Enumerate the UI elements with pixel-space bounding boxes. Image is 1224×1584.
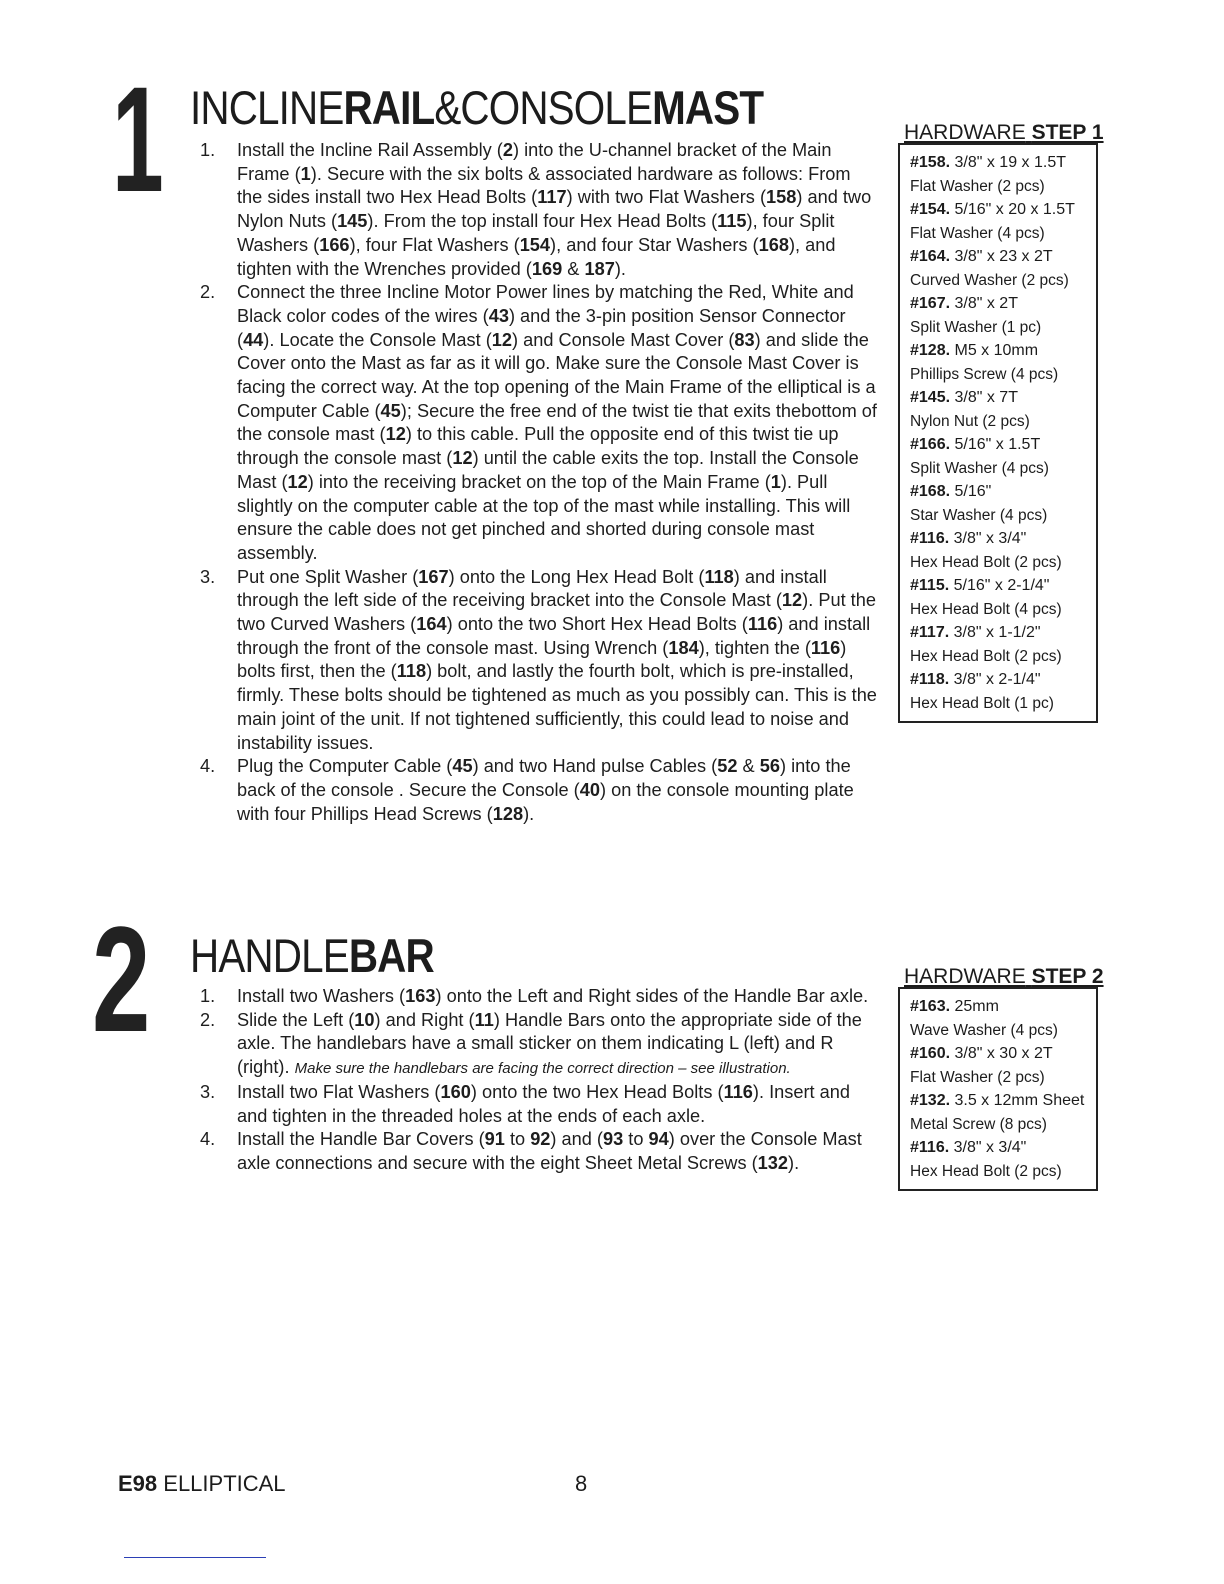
instruction-number: 1. xyxy=(200,986,216,1006)
instruction-text: Install two Flat Washers ( xyxy=(237,1081,441,1102)
part-number: 44 xyxy=(243,329,264,350)
step-title xyxy=(190,929,434,982)
hardware-description: Flat Washer (2 pcs) xyxy=(910,177,1045,195)
hardware-size: 3/8" x 30 x 2T xyxy=(950,1045,1053,1062)
instruction-text: ) until the cable exits the top. Install the Console Mast ( xyxy=(237,448,859,492)
part-number: 163 xyxy=(405,986,436,1006)
instruction-text: Plug the Computer Cable ( xyxy=(237,756,453,777)
hardware-code: #166. xyxy=(910,436,951,453)
instruction-number: 2. xyxy=(200,1009,216,1030)
hardware-code: #167. xyxy=(910,295,951,312)
instruction-item xyxy=(200,1128,880,1175)
hardware-description: Hex Head Bolt (1 pc) xyxy=(910,694,1054,712)
hardware-list xyxy=(898,987,1098,1191)
part-number: 83 xyxy=(734,329,755,350)
hardware-code: #154. xyxy=(910,201,951,218)
part-number: 154 xyxy=(519,234,551,255)
instruction-text: ) Handle Bars onto the appropriate side of the axle. The handlebars have a small sticker on them indicating L (left) and R (right). xyxy=(237,1009,862,1078)
hardware-size: 3.5 x 12mm Sheet xyxy=(950,1092,1085,1109)
instruction-item xyxy=(200,1081,880,1128)
hardware-description: Phillips Screw (4 pcs) xyxy=(910,365,1059,383)
hardware-item xyxy=(910,1042,1086,1089)
instruction-text: ). Locate the Console Mast ( xyxy=(263,329,492,350)
hardware-description: Hex Head Bolt (2 pcs) xyxy=(910,553,1062,571)
hardware-description: Split Washer (4 pcs) xyxy=(910,459,1049,477)
hardware-size: 5/16" x 1.5T xyxy=(950,436,1041,453)
instruction-text: ) onto the Left and Right sides of the Handle Bar axle. xyxy=(435,986,869,1006)
part-number: 117 xyxy=(537,187,567,208)
instruction-text: ) and Console Mast Cover ( xyxy=(512,329,735,350)
part-number: 158 xyxy=(766,187,797,208)
part-number: 12 xyxy=(385,424,406,445)
hardware-code: #117. xyxy=(910,624,950,641)
instruction-text: ), four Flat Washers ( xyxy=(349,234,520,255)
instruction-item xyxy=(200,985,880,1009)
hardware-item xyxy=(910,480,1086,527)
part-number: 187 xyxy=(584,258,615,279)
part-number: 12 xyxy=(491,329,512,350)
part-number: 169 xyxy=(531,258,563,279)
title-word: INCLINE xyxy=(190,81,344,134)
title-word: HANDLE xyxy=(190,929,349,982)
part-number: 40 xyxy=(579,779,600,800)
instruction-text: ) onto the Long Hex Head Bolt ( xyxy=(448,566,705,587)
part-number: 116 xyxy=(810,637,841,658)
part-number: 168 xyxy=(758,234,789,255)
instruction-item xyxy=(200,139,880,281)
hardware-header-label: HARDWARE xyxy=(904,965,1026,988)
instruction-list xyxy=(200,985,880,1176)
instruction-text: ), four Split Washers ( xyxy=(237,211,835,255)
instruction-text: ), and tighten with the Wrenches provided ( xyxy=(237,234,836,279)
hardware-description: Curved Washer (2 pcs) xyxy=(910,271,1069,289)
instruction-text: ) and ( xyxy=(550,1129,603,1150)
instruction-text: ) bolt, and lastly the fourth bolt, which is pre-installed, firmly. These bolts should be tightened as much as you possibly can. This is the main joint of the unit. If not tightened sufficiently, this could lead to noise and instability issues. xyxy=(237,661,877,753)
part-number: 93 xyxy=(603,1129,624,1150)
hardware-header-label: HARDWARE xyxy=(904,121,1026,144)
page-number: 8 xyxy=(575,1471,588,1496)
hardware-size: M5 x 10mm xyxy=(950,342,1039,359)
part-number: 2 xyxy=(502,140,513,160)
hardware-code: #158. xyxy=(910,154,951,171)
instruction-item xyxy=(200,1009,880,1081)
hardware-description: Flat Washer (2 pcs) xyxy=(910,1068,1045,1086)
hardware-description: Nylon Nut (2 pcs) xyxy=(910,412,1030,430)
hardware-size: 3/8" x 23 x 2T xyxy=(950,248,1053,265)
part-number: 12 xyxy=(781,590,803,611)
instruction-item xyxy=(200,755,880,826)
part-number: 132 xyxy=(757,1152,789,1173)
hardware-description: Star Washer (4 pcs) xyxy=(910,506,1048,524)
part-number: 116 xyxy=(723,1081,753,1102)
part-number: 128 xyxy=(492,803,524,824)
hardware-code: #168. xyxy=(910,483,951,500)
instruction-text: ) and two Hand pulse Cables ( xyxy=(472,756,718,777)
hardware-code: #128. xyxy=(910,342,951,359)
instruction-text: ) onto the two Hex Head Bolts ( xyxy=(470,1081,724,1102)
instruction-text: ) into the receiving bracket on the top of the Main Frame ( xyxy=(307,471,771,492)
hardware-item xyxy=(910,527,1086,574)
part-number: 118 xyxy=(396,661,427,682)
part-number: 167 xyxy=(418,566,449,587)
hardware-header xyxy=(904,966,1104,988)
instruction-text: ) and slide the Cover onto the Mast as far as it will go. Make sure the Console Mast Cover is facing the correct way. At the top opening of the Main Frame of the elliptical is a Computer Cable ( xyxy=(237,329,876,421)
hardware-size: 5/16" xyxy=(950,483,992,500)
instruction-item xyxy=(200,566,880,756)
part-number: 118 xyxy=(704,566,734,587)
instruction-text: Connect the three Incline Motor Power lines by matching the Red, White and Black color codes of the wires ( xyxy=(237,282,854,326)
instruction-text: & xyxy=(737,756,760,777)
instruction-item xyxy=(200,281,880,565)
instruction-text: ). Put the two Curved Washers ( xyxy=(237,590,876,635)
hardware-code: #163. xyxy=(910,998,951,1015)
hardware-description: Hex Head Bolt (2 pcs) xyxy=(910,1162,1062,1180)
instruction-text: & xyxy=(562,258,585,279)
hardware-size: 3/8" x 2T xyxy=(950,295,1018,312)
instruction-text: ) and install through the left side of the receiving bracket into the Console Mast ( xyxy=(237,566,827,611)
instruction-text: ) over the Console Mast axle connections and secure with the eight Sheet Metal Screws ( xyxy=(237,1129,862,1173)
instruction-text: ) and two Nylon Nuts ( xyxy=(237,187,872,232)
hardware-item xyxy=(910,1089,1086,1136)
hardware-description: Hex Head Bolt (4 pcs) xyxy=(910,600,1062,618)
hardware-header-step: STEP 1 xyxy=(1031,121,1104,144)
instruction-text: ); Secure the free end of the twist tie that exits thebottom of the console mast ( xyxy=(237,400,877,445)
hardware-description: Metal Screw (8 pcs) xyxy=(910,1115,1047,1133)
part-number: 94 xyxy=(648,1129,669,1150)
part-number: 1 xyxy=(300,163,311,184)
hardware-code: #118. xyxy=(910,671,950,688)
instruction-text: Install the Handle Bar Covers ( xyxy=(237,1129,485,1150)
step-title xyxy=(190,81,764,134)
instruction-text: ) to this cable. Pull the opposite end of this twist tie up through the console mast ( xyxy=(237,424,839,469)
instruction-text: Make sure the handlebars are facing the correct direction – see illustration. xyxy=(294,1060,791,1078)
part-number: 166 xyxy=(319,234,350,255)
hardware-code: #160. xyxy=(910,1045,951,1062)
title-word: RAIL xyxy=(343,81,435,134)
hardware-size: 3/8" x 7T xyxy=(950,389,1018,406)
part-number: 56 xyxy=(759,756,780,777)
instruction-text: ) into the back of the console . Secure the Console ( xyxy=(237,756,851,800)
hardware-code: #116. xyxy=(910,530,950,547)
part-number: 164 xyxy=(416,614,447,635)
instruction-text: ), and four Star Washers ( xyxy=(550,234,759,255)
part-number: 145 xyxy=(337,211,368,232)
part-number: 45 xyxy=(452,756,473,777)
hardware-size: 25mm xyxy=(950,998,999,1015)
instruction-number: 4. xyxy=(200,1129,216,1150)
instruction-number: 3. xyxy=(200,566,216,587)
hardware-size: 5/16" x 20 x 1.5T xyxy=(950,201,1075,218)
part-number: 92 xyxy=(530,1129,551,1150)
hardware-size: 3/8" x 1-1/2" xyxy=(949,624,1041,641)
step-number: 2 xyxy=(92,895,151,1063)
instruction-number: 1. xyxy=(200,140,216,160)
part-number: 91 xyxy=(484,1129,505,1150)
part-number: 11 xyxy=(474,1009,494,1030)
part-number: 116 xyxy=(747,614,778,635)
hardware-header-step: STEP 2 xyxy=(1031,965,1104,988)
part-number: 12 xyxy=(287,471,308,492)
instruction-text: ). Pull slightly on the computer cable at the top of the mast while installing. This will ensure the cable does not get pinched and shorted during console mast assembly. xyxy=(237,471,851,563)
instruction-text: ). xyxy=(788,1152,800,1173)
instruction-text: ) on the console mounting plate with four Phillips Head Screws ( xyxy=(237,779,854,824)
part-number: 115 xyxy=(717,211,747,232)
instruction-text: to xyxy=(504,1129,531,1150)
hardware-item xyxy=(910,386,1086,433)
model-code: E98 xyxy=(118,1471,158,1496)
part-number: 10 xyxy=(354,1009,375,1030)
part-number: 43 xyxy=(488,305,509,326)
hardware-item xyxy=(910,621,1086,668)
part-number: 184 xyxy=(668,637,699,658)
instruction-text: ) onto the two Short Hex Head Bolts ( xyxy=(446,614,748,635)
hardware-description: Flat Washer (4 pcs) xyxy=(910,224,1045,242)
hardware-item xyxy=(910,151,1086,198)
footer-model xyxy=(118,1471,286,1497)
hardware-description: Split Washer (1 pc) xyxy=(910,318,1042,336)
instruction-text: ). xyxy=(614,258,626,279)
model-name: ELLIPTICAL xyxy=(157,1471,286,1496)
hardware-size: 3/8" x 3/4" xyxy=(949,530,1027,547)
hardware-item xyxy=(910,198,1086,245)
hardware-code: #145. xyxy=(910,389,951,406)
hardware-size: 3/8" x 3/4" xyxy=(949,1139,1027,1156)
title-word: MAST xyxy=(652,81,764,134)
hardware-item xyxy=(910,1136,1086,1183)
instruction-text: ). From the top install four Hex Head Bolts ( xyxy=(367,211,718,232)
instruction-number: 3. xyxy=(200,1081,216,1102)
hardware-code: #115. xyxy=(910,577,950,594)
part-number: 12 xyxy=(452,448,473,469)
instruction-text: Install two Washers ( xyxy=(237,986,406,1006)
hardware-header xyxy=(904,122,1104,144)
hardware-item xyxy=(910,292,1086,339)
hardware-item xyxy=(910,668,1086,715)
instruction-text: ) and install through the front of the console mast. Using Wrench ( xyxy=(237,614,871,658)
instruction-number: 2. xyxy=(200,282,216,303)
instruction-text: ). Insert and and tighten in the threaded holes at the ends of each axle. xyxy=(237,1081,850,1126)
hardware-item xyxy=(910,339,1086,386)
hardware-size: 3/8" x 19 x 1.5T xyxy=(950,154,1067,171)
instruction-text: Install the Incline Rail Assembly ( xyxy=(237,140,503,160)
instruction-text: ) with two Flat Washers ( xyxy=(566,187,767,208)
instruction-text: to xyxy=(623,1129,649,1150)
hardware-description: Wave Washer (4 pcs) xyxy=(910,1021,1058,1039)
title-word: BAR xyxy=(348,929,434,982)
title-word: CONSOLE xyxy=(460,81,653,134)
instruction-text: Put one Split Washer ( xyxy=(237,566,419,587)
hardware-list xyxy=(898,143,1098,723)
instruction-text: ). xyxy=(523,803,535,824)
title-word: & xyxy=(434,81,461,134)
hardware-item xyxy=(910,433,1086,480)
hardware-size: 3/8" x 2-1/4" xyxy=(949,671,1041,688)
instruction-list xyxy=(200,139,880,826)
footer-rule xyxy=(124,1557,266,1558)
part-number: 1 xyxy=(770,471,781,492)
hardware-description: Hex Head Bolt (2 pcs) xyxy=(910,647,1062,665)
hardware-item xyxy=(910,245,1086,292)
hardware-code: #132. xyxy=(910,1092,951,1109)
part-number: 160 xyxy=(440,1081,471,1102)
instruction-text: ) into the U-channel bracket of the Main Frame ( xyxy=(237,140,832,184)
instruction-text: ) and Right ( xyxy=(374,1009,475,1030)
step-number: 1 xyxy=(112,55,164,223)
instruction-text: ) bolts first, then the ( xyxy=(237,637,847,682)
instruction-text: ), tighten the ( xyxy=(698,637,811,658)
instruction-text: ) and the 3-pin position Sensor Connector ( xyxy=(237,305,846,350)
instruction-number: 4. xyxy=(200,756,216,777)
hardware-code: #164. xyxy=(910,248,951,265)
hardware-code: #116. xyxy=(910,1139,950,1156)
instruction-text: ). Secure with the six bolts & associated hardware as follows: From the sides install two Hex Head Bolts ( xyxy=(237,163,851,208)
hardware-size: 5/16" x 2-1/4" xyxy=(949,577,1050,594)
instruction-text: Slide the Left ( xyxy=(237,1009,355,1030)
hardware-item xyxy=(910,995,1086,1042)
hardware-item xyxy=(910,574,1086,621)
part-number: 45 xyxy=(380,400,401,421)
part-number: 52 xyxy=(717,756,738,777)
